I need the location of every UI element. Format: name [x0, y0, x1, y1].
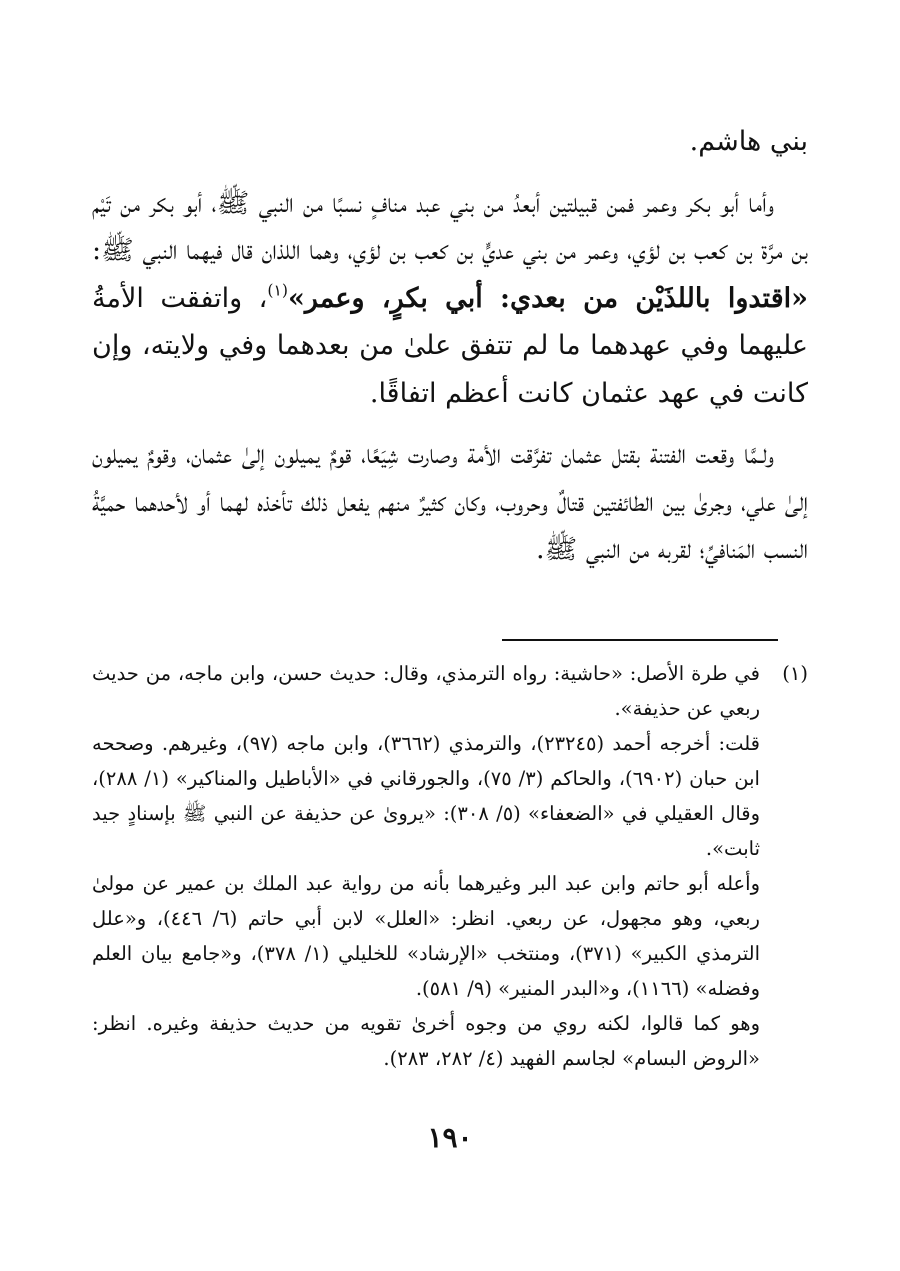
footnote-ref[interactable]: (١)	[267, 279, 289, 299]
footnote-line-2: قلت: أخرجه أحمد (٢٣٢٤٥)، والترمذي (٣٦٦٢)، وابن ماجه (٩٧)، وغيرهم. وصححه ابن حبان (٦٩٠٢)، والحاكم (٣/ ٧٥)، والجورقاني في «الأباطيل والمناكير» (١/ ٢٨٨)، وقال العقيلي في «الضعفاء» (٥/ ٣٠٨): «يروىٰ عن حذيفة عن النبي ﷺ بإسنادٍ جيد ثابت».	[92, 732, 761, 860]
paragraph-3: ولـمَّا وقعت الفتنة بقتل عثمان تفرَّقت الأمة وصارت شِيَعًا، قومٌ يميلون إلىٰ عثمان، وقومٌ يميلون إلىٰ علي، وجرىٰ بين الطائفتين قتالٌ وحروب، وكان كثيرٌ منهم يفعل ذلك تأخذه لهما أو لأحدهما حميَّةُ النسب المَنافيِّ؛ لقربه من النبي ﷺ.	[92, 439, 808, 565]
main-text	[92, 118, 808, 588]
footnote-body	[92, 656, 760, 1076]
footnote-number: (١)	[782, 662, 808, 685]
footnote-line-3: وأعله أبو حاتم وابن عبد البر وغيرهما بأنه من رواية عبد الملك بن عمير عن مولىٰ ربعي، وهو مجهول، عن ربعي. انظر: «العلل» لابن أبي حاتم (٦/ ٤٤٦)، و«علل الترمذي الكبير» (٣٧١)، ومنتخب «الإرشاد» للخليلي (١/ ٣٧٨)، و«جامع بيان العلم وفضله» (١١٦٦)، و«البدر المنير» (٩/ ٥٨١).	[92, 872, 761, 1000]
paragraph-2	[92, 180, 808, 418]
footnote-line-1: في طرة الأصل: «حاشية: رواه الترمذي، وقال: حديث حسن، وابن ماجه، من حديث ربعي عن حذيفة».	[92, 662, 760, 720]
page-number: ١٩٠	[427, 1121, 473, 1154]
paragraph-2-part-a: وأما أبو بكر وعمر فمن قبيلتين أبعدُ من بني عبد منافٍ نسبًا من النبي ﷺ، أبو بكر من تَيْم بن مرَّة بن كعب بن لؤي، وعمر من بني عديٍّ بن كعب بن لؤي، وهما اللذان قال فيهما النبي ﷺ:	[92, 187, 808, 266]
footnote-line-4: وهو كما قالوا، لكنه روي من وجوه أخرىٰ تقويه من حديث حذيفة وغيره. انظر: «الروض البسام» لجاسم الفهيد (٤/ ٢٨٢، ٢٨٣).	[92, 1012, 760, 1070]
footnote-1	[92, 656, 808, 1076]
footnotes	[92, 656, 808, 1076]
hadith-quote: «اقتدوا باللذَيْن من بعدي: أبي بكرٍ، وعمر»	[288, 282, 808, 314]
paragraph-1: بني هاشم.	[689, 126, 808, 157]
paragraph-2-part-b: ، واتفقت الأمةُ عليهما وفي عهدهما ما لم تتفق علىٰ من بعدهما وفي ولايته، وإن كانت في عهد عثمان كانت أعظم اتفاقًا.	[92, 282, 808, 409]
footnote-divider	[502, 639, 778, 641]
